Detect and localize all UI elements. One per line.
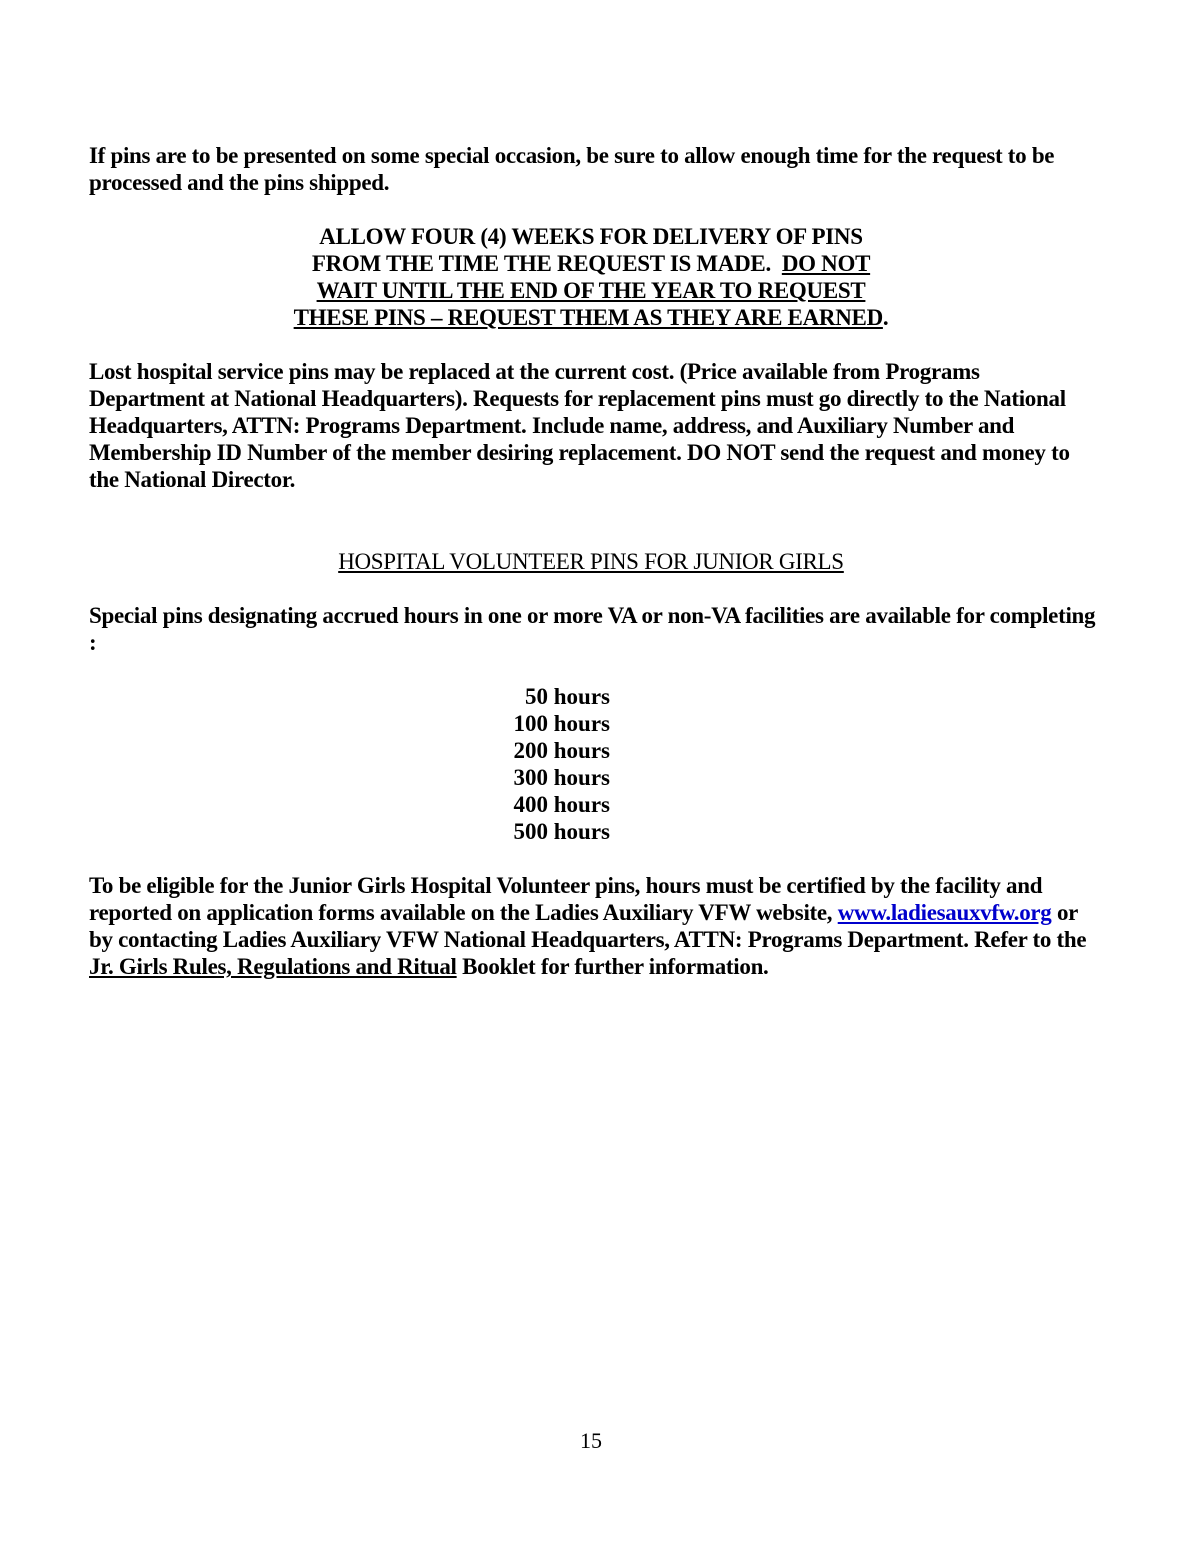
notice-line-3: WAIT UNTIL THE END OF THE YEAR TO REQUEST: [316, 278, 866, 303]
section-heading: HOSPITAL VOLUNTEER PINS FOR JUNIOR GIRLS: [338, 549, 844, 574]
notice-line-4-period: .: [882, 305, 889, 330]
notice-line-2-text: FROM THE TIME THE REQUEST IS MADE.: [311, 251, 782, 276]
notice-line-1: ALLOW FOUR (4) WEEKS FOR DELIVERY OF PINS: [319, 224, 863, 249]
paragraph-lost-pins: Lost hospital service pins may be replaced at the current cost. (Price available from Programs Department at National Headquarters). Requests for replacement pins must go directly to the National Headquarters, ATTN: Programs Department. Include name, address, and Auxiliary Number and Membership ID Number of the member desiring replacement. DO NOT send the request and money to the National Director.: [89, 359, 1070, 492]
eligibility-text-a: To be eligible for the Junior Girls Hospital Volunteer pins, hours must be certified by the facility and reported on application forms available on the Ladies Auxiliary VFW website,: [89, 873, 1043, 925]
hours-item: 50 hours: [525, 684, 610, 709]
notice-do-not: DO NOT: [781, 251, 871, 276]
delivery-notice: [0, 223, 1182, 331]
eligibility-text-b: or by contacting Ladies Auxiliary VFW National Headquarters, ATTN: Programs Department. Refer to the: [89, 900, 1087, 952]
page-number: 15: [580, 1428, 602, 1453]
hours-item: 300 hours: [513, 765, 610, 790]
booklet-title: Jr. Girls Rules, Regulations and Ritual: [89, 954, 457, 979]
notice-line-4: [0, 304, 1182, 331]
eligibility-text-c: Booklet for further information.: [456, 954, 769, 979]
notice-line-2: [0, 250, 1182, 277]
hours-item: 200 hours: [513, 738, 610, 763]
hours-item: 500 hours: [513, 819, 610, 844]
notice-line-4-text: THESE PINS – REQUEST THEM AS THEY ARE EARNED: [293, 305, 883, 330]
hours-item: 400 hours: [513, 792, 610, 817]
website-link[interactable]: www.ladiesauxvfw.org: [837, 900, 1052, 925]
paragraph-eligibility: [89, 872, 1099, 980]
paragraph-special-pins: Special pins designating accrued hours in one or more VA or non-VA facilities are available for completing :: [89, 603, 1096, 655]
hours-list: [460, 683, 610, 845]
paragraph-pin-timing: If pins are to be presented on some special occasion, be sure to allow enough time for the request to be processed and the pins shipped.: [89, 143, 1055, 195]
hours-item: 100 hours: [513, 711, 610, 736]
